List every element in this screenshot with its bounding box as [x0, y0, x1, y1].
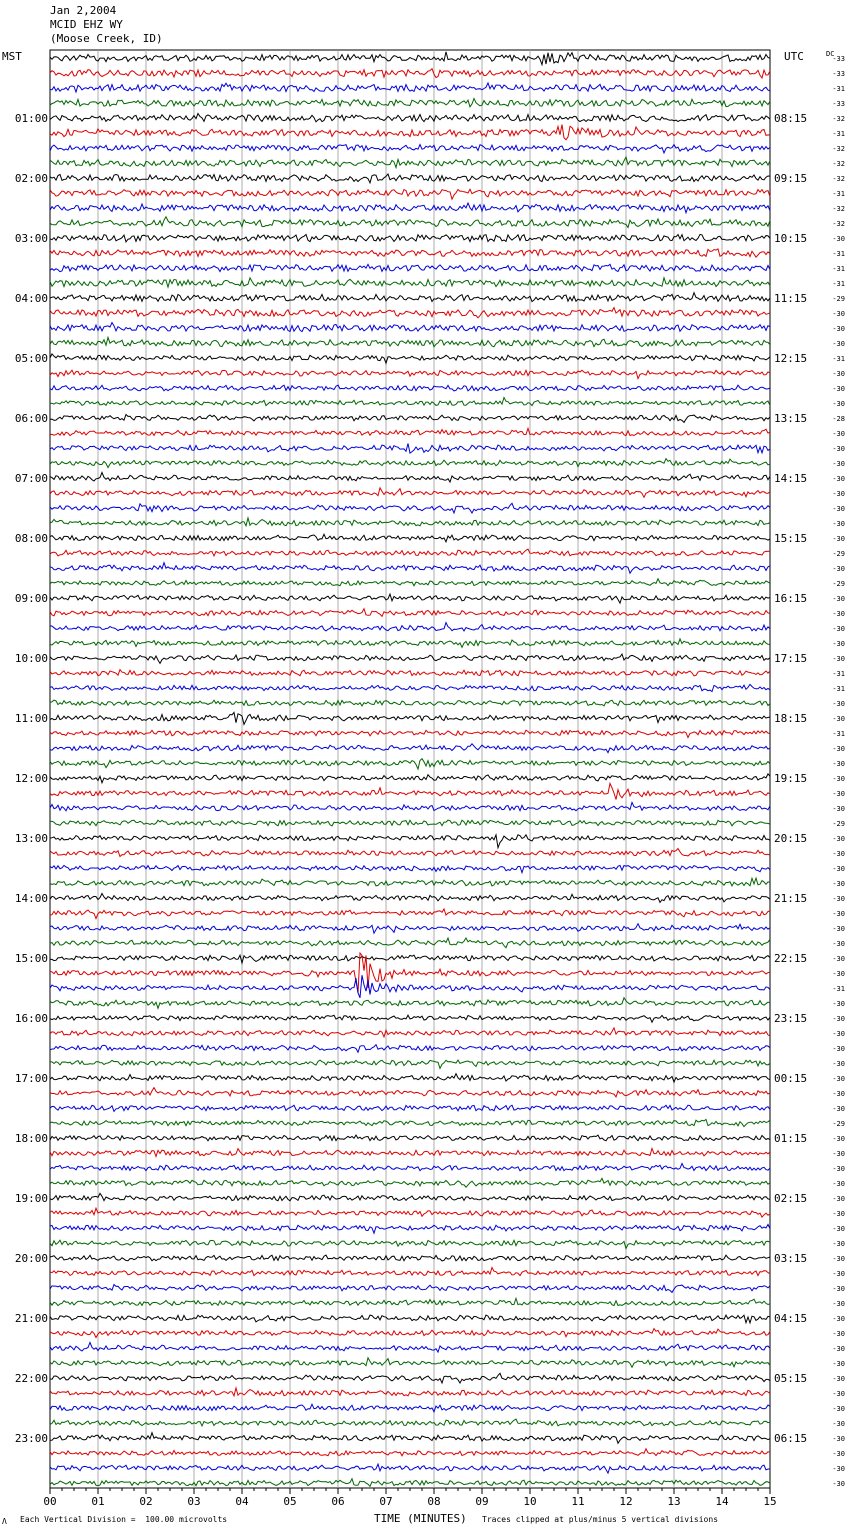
right-hour-label: 16:15: [774, 592, 808, 605]
right-hour-label: 00:15: [774, 1072, 808, 1085]
dc-offset-label: -30: [832, 475, 845, 483]
dc-offset-label: -30: [832, 445, 845, 453]
dc-offset-label: -31: [832, 130, 845, 138]
trace-line: [50, 1178, 770, 1187]
x-tick-label: 11: [571, 1495, 585, 1508]
trace-line: [50, 1329, 770, 1338]
dc-offset-label: -30: [832, 1000, 845, 1008]
trace-line: [50, 1404, 770, 1412]
trace-line: [50, 654, 770, 663]
dc-offset-label: -32: [832, 145, 845, 153]
dc-offset-label: -30: [832, 325, 845, 333]
trace-line: [50, 639, 770, 647]
dc-offset-label: -30: [832, 430, 845, 438]
dc-offset-label: -30: [832, 955, 845, 963]
trace-line: [50, 1119, 770, 1126]
right-hour-label: 14:15: [774, 472, 808, 485]
trace-line: [50, 145, 770, 153]
trace-line: [50, 83, 770, 92]
trace-line: [50, 998, 770, 1009]
trace-line: [50, 783, 770, 799]
right-hour-label: 19:15: [774, 772, 808, 785]
dc-offset-label: -30: [832, 1405, 845, 1413]
trace-line: [50, 594, 770, 603]
trace-line: [50, 157, 770, 167]
header-location: (Moose Creek, ID): [50, 32, 163, 45]
trace-line: [50, 264, 770, 271]
trace-line: [50, 385, 770, 391]
trace-line: [50, 894, 770, 903]
right-hour-label: 13:15: [774, 412, 808, 425]
left-hour-label: 16:00: [14, 1012, 48, 1025]
right-hour-label: 21:15: [774, 892, 808, 905]
dc-offset-label: -30: [832, 610, 845, 618]
dc-offset-label: -30: [832, 865, 845, 873]
left-hour-label: 09:00: [14, 592, 48, 605]
dc-offset-label: -30: [832, 400, 845, 408]
x-axis-title: TIME (MINUTES): [374, 1512, 467, 1525]
right-hour-label: 12:15: [774, 352, 808, 365]
dc-offset-label: -30: [832, 490, 845, 498]
dc-offset-label: -31: [832, 280, 845, 288]
trace-line: [50, 712, 770, 724]
x-tick-label: 03: [187, 1495, 201, 1508]
left-hour-label: 23:00: [14, 1432, 48, 1445]
dc-offset-label: -31: [832, 250, 845, 258]
right-hour-label: 17:15: [774, 652, 808, 665]
dc-offset-label: -30: [832, 1075, 845, 1083]
trace-line: [50, 428, 770, 435]
trace-line: [50, 878, 770, 886]
dc-offset-label: -30: [832, 835, 845, 843]
trace-line: [50, 114, 770, 122]
dc-offset-label: -32: [832, 175, 845, 183]
dc-offset-label: -30: [832, 1450, 845, 1458]
x-tick-label: 14: [715, 1495, 729, 1508]
dc-offset-label: -30: [832, 1360, 845, 1368]
trace-line: [50, 1358, 770, 1368]
dc-offset-label: -30: [832, 565, 845, 573]
trace-line: [50, 975, 770, 998]
trace-line: [50, 234, 770, 242]
dc-offset-label: -30: [832, 1420, 845, 1428]
dc-offset-label: -30: [832, 340, 845, 348]
right-hour-label: 09:15: [774, 172, 808, 185]
trace-line: [50, 217, 770, 228]
dc-offset-label: -30: [832, 1480, 845, 1488]
right-hour-label: 20:15: [774, 832, 808, 845]
right-hour-label: 04:15: [774, 1312, 808, 1325]
dc-offset-label: -31: [832, 355, 845, 363]
trace-line: [50, 1479, 770, 1487]
dc-offset-label: -31: [832, 190, 845, 198]
dc-offset-label: -30: [832, 1435, 845, 1443]
dc-offset-label: -30: [832, 535, 845, 543]
trace-line: [50, 444, 770, 454]
trace-line: [50, 1164, 770, 1171]
trace-line: [50, 1045, 770, 1053]
dc-offset-label: -30: [832, 1255, 845, 1263]
header-station: MCID EHZ WY: [50, 18, 123, 31]
trace-line: [50, 518, 770, 526]
trace-line: [50, 849, 770, 857]
trace-line: [50, 563, 770, 574]
left-hour-label: 20:00: [14, 1252, 48, 1265]
left-hour-label: 15:00: [14, 952, 48, 965]
trace-line: [50, 1208, 770, 1217]
dc-offset-label: -30: [832, 1135, 845, 1143]
left-hour-label: 14:00: [14, 892, 48, 905]
trace-line: [50, 503, 770, 513]
dc-offset-label: -33: [832, 70, 845, 78]
x-tick-label: 02: [139, 1495, 153, 1508]
trace-line: [50, 1433, 770, 1444]
trace-line: [50, 1148, 770, 1156]
dc-offset-label: -30: [832, 700, 845, 708]
trace-line: [50, 549, 770, 556]
x-tick-label: 08: [427, 1495, 441, 1508]
trace-line: [50, 744, 770, 753]
trace-line: [50, 1298, 770, 1305]
trace-line: [50, 1240, 770, 1248]
dc-offset-label: -28: [832, 415, 845, 423]
left-hour-label: 13:00: [14, 832, 48, 845]
dc-offset-label: -29: [832, 550, 845, 558]
trace-line: [50, 488, 770, 498]
trace-line: [50, 174, 770, 183]
trace-line: [50, 189, 770, 199]
trace-line: [50, 579, 770, 586]
dc-offset-label: -30: [832, 1060, 845, 1068]
dc-offset-label: -30: [832, 1165, 845, 1173]
dc-offset-label: -30: [832, 1105, 845, 1113]
trace-line: [50, 1074, 770, 1082]
trace-line: [50, 820, 770, 826]
trace-line: [50, 1419, 770, 1426]
trace-line: [50, 730, 770, 737]
trace-line: [50, 1373, 770, 1383]
right-hour-label: 02:15: [774, 1192, 808, 1205]
dc-offset-label: -30: [832, 520, 845, 528]
dc-offset-label: -31: [832, 265, 845, 273]
trace-line: [50, 323, 770, 332]
left-hour-label: 11:00: [14, 712, 48, 725]
dc-offset-label: -29: [832, 820, 845, 828]
trace-line: [50, 802, 770, 810]
left-hour-label: 17:00: [14, 1072, 48, 1085]
trace-line: [50, 1268, 770, 1276]
dc-offset-label: -30: [832, 970, 845, 978]
right-hour-label: 10:15: [774, 232, 808, 245]
dc-offset-label: -30: [832, 460, 845, 468]
right-hour-label: 15:15: [774, 532, 808, 545]
dc-offset-label: -30: [832, 1330, 845, 1338]
trace-line: [50, 473, 770, 483]
trace-line: [50, 459, 770, 468]
dc-offset-label: -30: [832, 505, 845, 513]
x-tick-label: 04: [235, 1495, 249, 1508]
trace-line: [50, 1388, 770, 1396]
left-hour-label: 01:00: [14, 112, 48, 125]
dc-offset-label: -30: [832, 760, 845, 768]
right-hour-label: 06:15: [774, 1432, 808, 1445]
dc-offset-label: -30: [832, 655, 845, 663]
dc-offset-label: -30: [832, 775, 845, 783]
dc-offset-label: -30: [832, 1030, 845, 1038]
x-tick-label: 15: [763, 1495, 777, 1508]
right-hour-label: 18:15: [774, 712, 808, 725]
dc-offset-label: -30: [832, 715, 845, 723]
trace-line: [50, 337, 770, 346]
right-hour-label: 03:15: [774, 1252, 808, 1265]
dc-offset-label: -30: [832, 1015, 845, 1023]
trace-line: [50, 99, 770, 107]
left-hour-label: 08:00: [14, 532, 48, 545]
left-hour-label: 19:00: [14, 1192, 48, 1205]
left-hour-label: 04:00: [14, 292, 48, 305]
corner-mark: Λ: [2, 1517, 7, 1526]
dc-offset-label: -30: [832, 880, 845, 888]
x-tick-label: 07: [379, 1495, 393, 1508]
x-tick-label: 09: [475, 1495, 489, 1508]
dc-offset-label: -30: [832, 925, 845, 933]
dc-offset-label: -30: [832, 370, 845, 378]
x-tick-label: 10: [523, 1495, 537, 1508]
trace-line: [50, 1105, 770, 1111]
dc-offset-label: -30: [832, 1285, 845, 1293]
dc-offset-label: -30: [832, 1375, 845, 1383]
dc-offset-label: -30: [832, 790, 845, 798]
trace-line: [50, 203, 770, 213]
right-hour-label: 05:15: [774, 1372, 808, 1385]
trace-line: [50, 835, 770, 848]
trace-line: [50, 1193, 770, 1200]
dc-offset-label: -30: [832, 1045, 845, 1053]
dc-offset-label: -30: [832, 805, 845, 813]
trace-line: [50, 1343, 770, 1353]
left-hour-label: 12:00: [14, 772, 48, 785]
dc-offset-label: -30: [832, 895, 845, 903]
trace-line: [50, 865, 770, 872]
dc-offset-label: -30: [832, 1270, 845, 1278]
dc-offset-label: -30: [832, 1465, 845, 1473]
vertical-division-note: Each Vertical Division = 100.00 microvolts: [20, 1515, 228, 1524]
left-hour-label: 02:00: [14, 172, 48, 185]
trace-line: [50, 623, 770, 631]
dc-offset-label: -30: [832, 1240, 845, 1248]
left-hour-label: 05:00: [14, 352, 48, 365]
trace-line: [50, 293, 770, 302]
x-tick-label: 00: [43, 1495, 57, 1508]
header-date: Jan 2,2004: [50, 4, 117, 17]
trace-line: [50, 534, 770, 542]
dc-offset-label: -30: [832, 1300, 845, 1308]
x-tick-label: 01: [91, 1495, 105, 1508]
trace-line: [50, 52, 770, 65]
trace-line: [50, 308, 770, 318]
trace-line: [50, 1315, 770, 1323]
dc-offset-label: -30: [832, 310, 845, 318]
trace-line: [50, 125, 770, 140]
left-hour-label: 21:00: [14, 1312, 48, 1325]
dc-offset-label: -30: [832, 1390, 845, 1398]
dc-offset-label: -32: [832, 220, 845, 228]
trace-line: [50, 278, 770, 287]
trace-line: [50, 924, 770, 934]
right-hour-label: 11:15: [774, 292, 808, 305]
dc-offset-label: -31: [832, 730, 845, 738]
trace-line: [50, 700, 770, 706]
x-tick-label: 05: [283, 1495, 297, 1508]
right-hour-label: 23:15: [774, 1012, 808, 1025]
dc-offset-label: -30: [832, 1225, 845, 1233]
dc-label: DC: [826, 50, 835, 58]
dc-offset-label: -30: [832, 625, 845, 633]
dc-offset-label: -30: [832, 1195, 845, 1203]
trace-line: [50, 1464, 770, 1473]
trace-line: [50, 415, 770, 423]
dc-offset-label: -31: [832, 685, 845, 693]
trace-line: [50, 370, 770, 378]
dc-offset-label: -32: [832, 205, 845, 213]
dc-offset-label: -31: [832, 85, 845, 93]
left-hour-label: 06:00: [14, 412, 48, 425]
right-hour-label: 22:15: [774, 952, 808, 965]
left-hour-label: 03:00: [14, 232, 48, 245]
x-tick-label: 06: [331, 1495, 345, 1508]
dc-offset-label: -29: [832, 295, 845, 303]
trace-line: [50, 249, 770, 257]
dc-offset-label: -30: [832, 1210, 845, 1218]
dc-offset-label: -32: [832, 160, 845, 168]
dc-offset-label: -30: [832, 385, 845, 393]
dc-offset-label: -30: [832, 850, 845, 858]
trace-line: [50, 1135, 770, 1141]
trace-line: [50, 909, 770, 919]
dc-offset-label: -32: [832, 115, 845, 123]
trace-line: [50, 354, 770, 363]
dc-offset-label: -30: [832, 595, 845, 603]
dc-offset-label: -33: [832, 55, 845, 63]
trace-line: [50, 670, 770, 676]
trace-line: [50, 1449, 770, 1456]
dc-offset-label: -33: [832, 100, 845, 108]
trace-line: [50, 1060, 770, 1068]
trace-line: [50, 1015, 770, 1022]
dc-offset-label: -30: [832, 1150, 845, 1158]
trace-line: [50, 1028, 770, 1037]
trace-line: [50, 1255, 770, 1261]
left-timezone-label: MST: [2, 50, 22, 63]
right-timezone-label: UTC: [784, 50, 804, 63]
dc-offset-label: -30: [832, 235, 845, 243]
left-hour-label: 07:00: [14, 472, 48, 485]
dc-offset-label: -30: [832, 940, 845, 948]
trace-line: [50, 955, 770, 963]
clip-note: Traces clipped at plus/minus 5 vertical divisions: [482, 1515, 719, 1524]
dc-offset-label: -30: [832, 1090, 845, 1098]
dc-offset-label: -30: [832, 1345, 845, 1353]
trace-line: [50, 684, 770, 691]
trace-line: [50, 759, 770, 770]
right-hour-label: 08:15: [774, 112, 808, 125]
dc-offset-label: -31: [832, 985, 845, 993]
dc-offset-label: -29: [832, 580, 845, 588]
dc-offset-label: -30: [832, 1180, 845, 1188]
trace-line: [50, 69, 770, 78]
trace-line: [50, 609, 770, 617]
dc-offset-label: -30: [832, 745, 845, 753]
trace-line: [50, 1088, 770, 1097]
left-hour-label: 18:00: [14, 1132, 48, 1145]
x-tick-label: 12: [619, 1495, 633, 1508]
left-hour-label: 10:00: [14, 652, 48, 665]
trace-line: [50, 1285, 770, 1293]
dc-offset-label: -30: [832, 640, 845, 648]
right-hour-label: 01:15: [774, 1132, 808, 1145]
trace-line: [50, 938, 770, 948]
x-tick-label: 13: [667, 1495, 681, 1508]
trace-line: [50, 774, 770, 783]
dc-offset-label: -30: [832, 910, 845, 918]
dc-offset-label: -31: [832, 670, 845, 678]
left-hour-label: 22:00: [14, 1372, 48, 1385]
trace-line: [50, 953, 770, 993]
dc-offset-label: -30: [832, 1315, 845, 1323]
trace-line: [50, 398, 770, 406]
trace-line: [50, 1225, 770, 1234]
dc-offset-label: -29: [832, 1120, 845, 1128]
